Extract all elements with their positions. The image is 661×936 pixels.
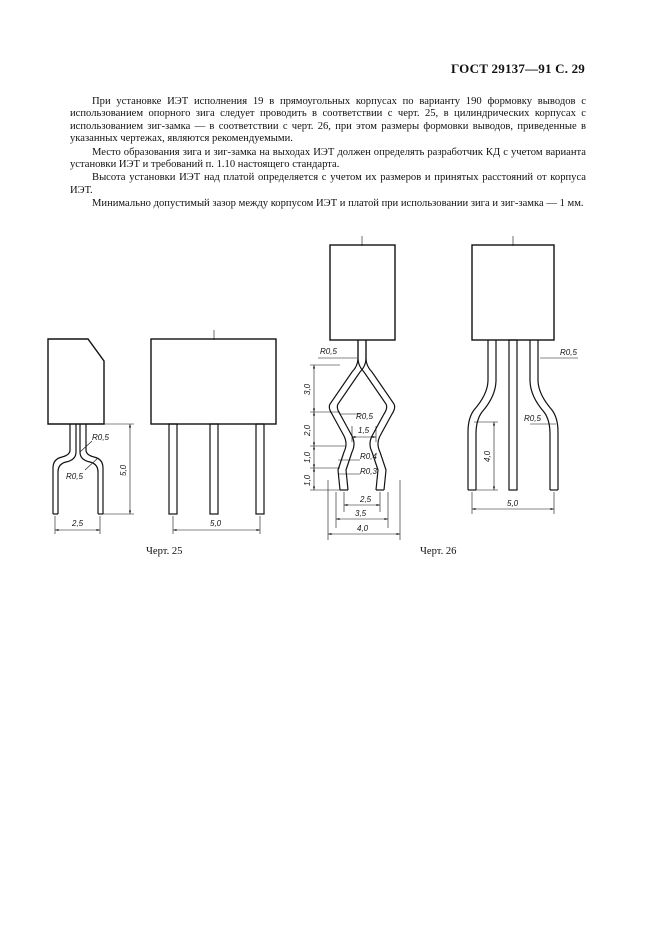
fig26-label-v3: 1,0	[303, 451, 312, 463]
fig26-caption: Черт. 26	[420, 546, 457, 557]
fig25-label-height: 5,0	[119, 464, 128, 476]
fig26-label-r-b: R0,5	[356, 412, 373, 421]
paragraph-3: Высота установки ИЭТ над платой определяется с учетом их размеров и принятых расстояний от корпуса ИЭТ.	[70, 172, 586, 196]
paragraph-4: Минимально допустимый зазор между корпусом ИЭТ и платой при использовании зига и зиг-замка — 1 мм.	[92, 198, 584, 210]
fig26-label-r-a: R0,5	[320, 347, 337, 356]
fig26-label-v4: 1,0	[303, 474, 312, 486]
fig26-label-w-b: 3,5	[355, 509, 367, 518]
fig26-label-r-d: R0,3	[360, 467, 377, 476]
fig26-label-v1: 3,0	[303, 383, 312, 395]
fig26-side-view	[310, 236, 400, 540]
fig26-label-r-front-top: R0,5	[560, 348, 577, 357]
fig26-label-w-front: 5,0	[507, 499, 519, 508]
fig26-label-w-c: 4,0	[357, 524, 369, 533]
fig25-front-view	[151, 330, 276, 534]
fig26-label-v-front: 4,0	[483, 450, 492, 462]
fig26-label-r-c: R0,4	[360, 452, 377, 461]
fig25-label-pitch-front: 5,0	[210, 519, 222, 528]
fig25-side-view	[48, 339, 134, 534]
page-header: ГОСТ 29137—91 С. 29	[451, 61, 585, 76]
fig25-label-pitch-side: 2,5	[72, 519, 84, 528]
paragraph-1: При установке ИЭТ исполнения 19 в прямоугольных корпусах по варианту 190 формовку выводов с использованием опорного зига следует проводить в соответствии с черт. 25, в цилиндрических корпусах с использованием зиг-замка — в соответствии с черт. 26, при этом размеры формовки выводов, приведенные в указанных чертежах, являются рекомендуемыми.	[70, 96, 586, 145]
fig25-caption: Черт. 25	[146, 546, 183, 557]
fig25-label-r-bottom: R0,5	[66, 472, 83, 481]
paragraph-2: Место образования зига и зиг-замка на выходах ИЭТ должен определять разработчик КД с учетом варианта установки ИЭТ и требований п. 1.10 настоящего стандарта.	[70, 146, 586, 171]
fig26-label-v2: 2,0	[303, 424, 312, 436]
fig25-label-r-top: R0,5	[92, 433, 109, 442]
fig26-label-r-front-mid: R0,5	[524, 414, 541, 423]
fig26-label-w-inner: 1,5	[358, 426, 370, 435]
fig26-front-view	[468, 236, 578, 514]
fig26-label-w-a: 2,5	[360, 495, 372, 504]
